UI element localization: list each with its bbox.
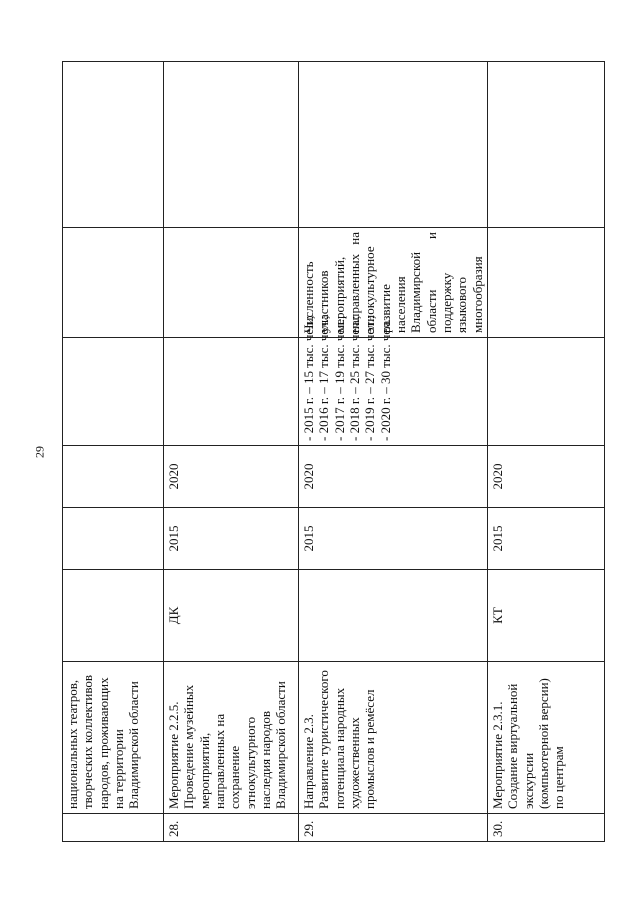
cell-extra — [63, 62, 164, 228]
cell-executor: КТ — [487, 570, 604, 662]
cell-end — [63, 446, 164, 508]
cell-extra — [164, 62, 299, 228]
cell-num: 30. — [487, 814, 604, 842]
cell-start — [63, 508, 164, 570]
target-line: - 2015 г. – 15 тыс. чел.; — [301, 315, 316, 441]
target-line: - 2016 г. – 17 тыс. чел.; — [316, 315, 332, 441]
cell-start: 2015 — [487, 508, 604, 570]
program-table — [62, 61, 605, 842]
cell-targets — [487, 338, 604, 446]
target-line: - 2018 г. – 25 тыс. чел.; — [346, 315, 362, 441]
cell-targets — [299, 315, 488, 446]
target-line: - 2017 г. – 19 тыс. чел.; — [331, 315, 347, 441]
cell-num — [63, 814, 164, 842]
cell-extra — [487, 62, 604, 228]
table-row-continuation — [63, 62, 164, 842]
cell-end: 2020 — [299, 446, 488, 508]
cell-executor: ДК — [164, 570, 299, 662]
cell-indicator: Численность участников мероприятий, направленных на этнокультурное развитие населения Владимирской области и поддержку языкового многообразия — [299, 228, 488, 338]
target-line: - 2020 г. – 30 тыс. чел. — [377, 319, 393, 441]
table-row — [299, 62, 488, 842]
cell-num: 29. — [299, 814, 488, 842]
cell-end: 2020 — [487, 446, 604, 508]
cell-num: 28. — [164, 814, 299, 842]
cell-targets — [164, 338, 299, 446]
cell-extra — [299, 62, 488, 228]
table-row — [487, 62, 604, 842]
cell-indicator — [63, 228, 164, 338]
cell-indicator — [487, 228, 604, 338]
cell-executor — [299, 570, 488, 662]
cell-end: 2020 — [164, 446, 299, 508]
page-number: 29 — [32, 446, 47, 458]
cell-activity: Мероприятие 2.2.5. Проведение музейных мероприятий, направленных на сохранение этнокультурного наследия народов Владимирской области — [164, 662, 299, 814]
cell-start: 2015 — [299, 508, 488, 570]
cell-indicator — [164, 228, 299, 338]
target-line: - 2019 г. – 27 тыс. чел.; — [362, 315, 378, 441]
table-row — [164, 62, 299, 842]
cell-targets — [63, 338, 164, 446]
rotated-table-container — [62, 62, 578, 842]
cell-activity: Мероприятие 2.3.1. Создание виртуальной экскурсии (компьютерной версии) по центрам — [487, 662, 604, 814]
cell-activity: Направление 2.3. Развитие туристического потенциала народных художественных промыслов и ремёсел — [299, 662, 488, 814]
cell-start: 2015 — [164, 508, 299, 570]
cell-executor — [63, 570, 164, 662]
cell-activity: национальных театров, творческих коллективов народов, проживающих на территории Владимирской области — [63, 662, 164, 814]
